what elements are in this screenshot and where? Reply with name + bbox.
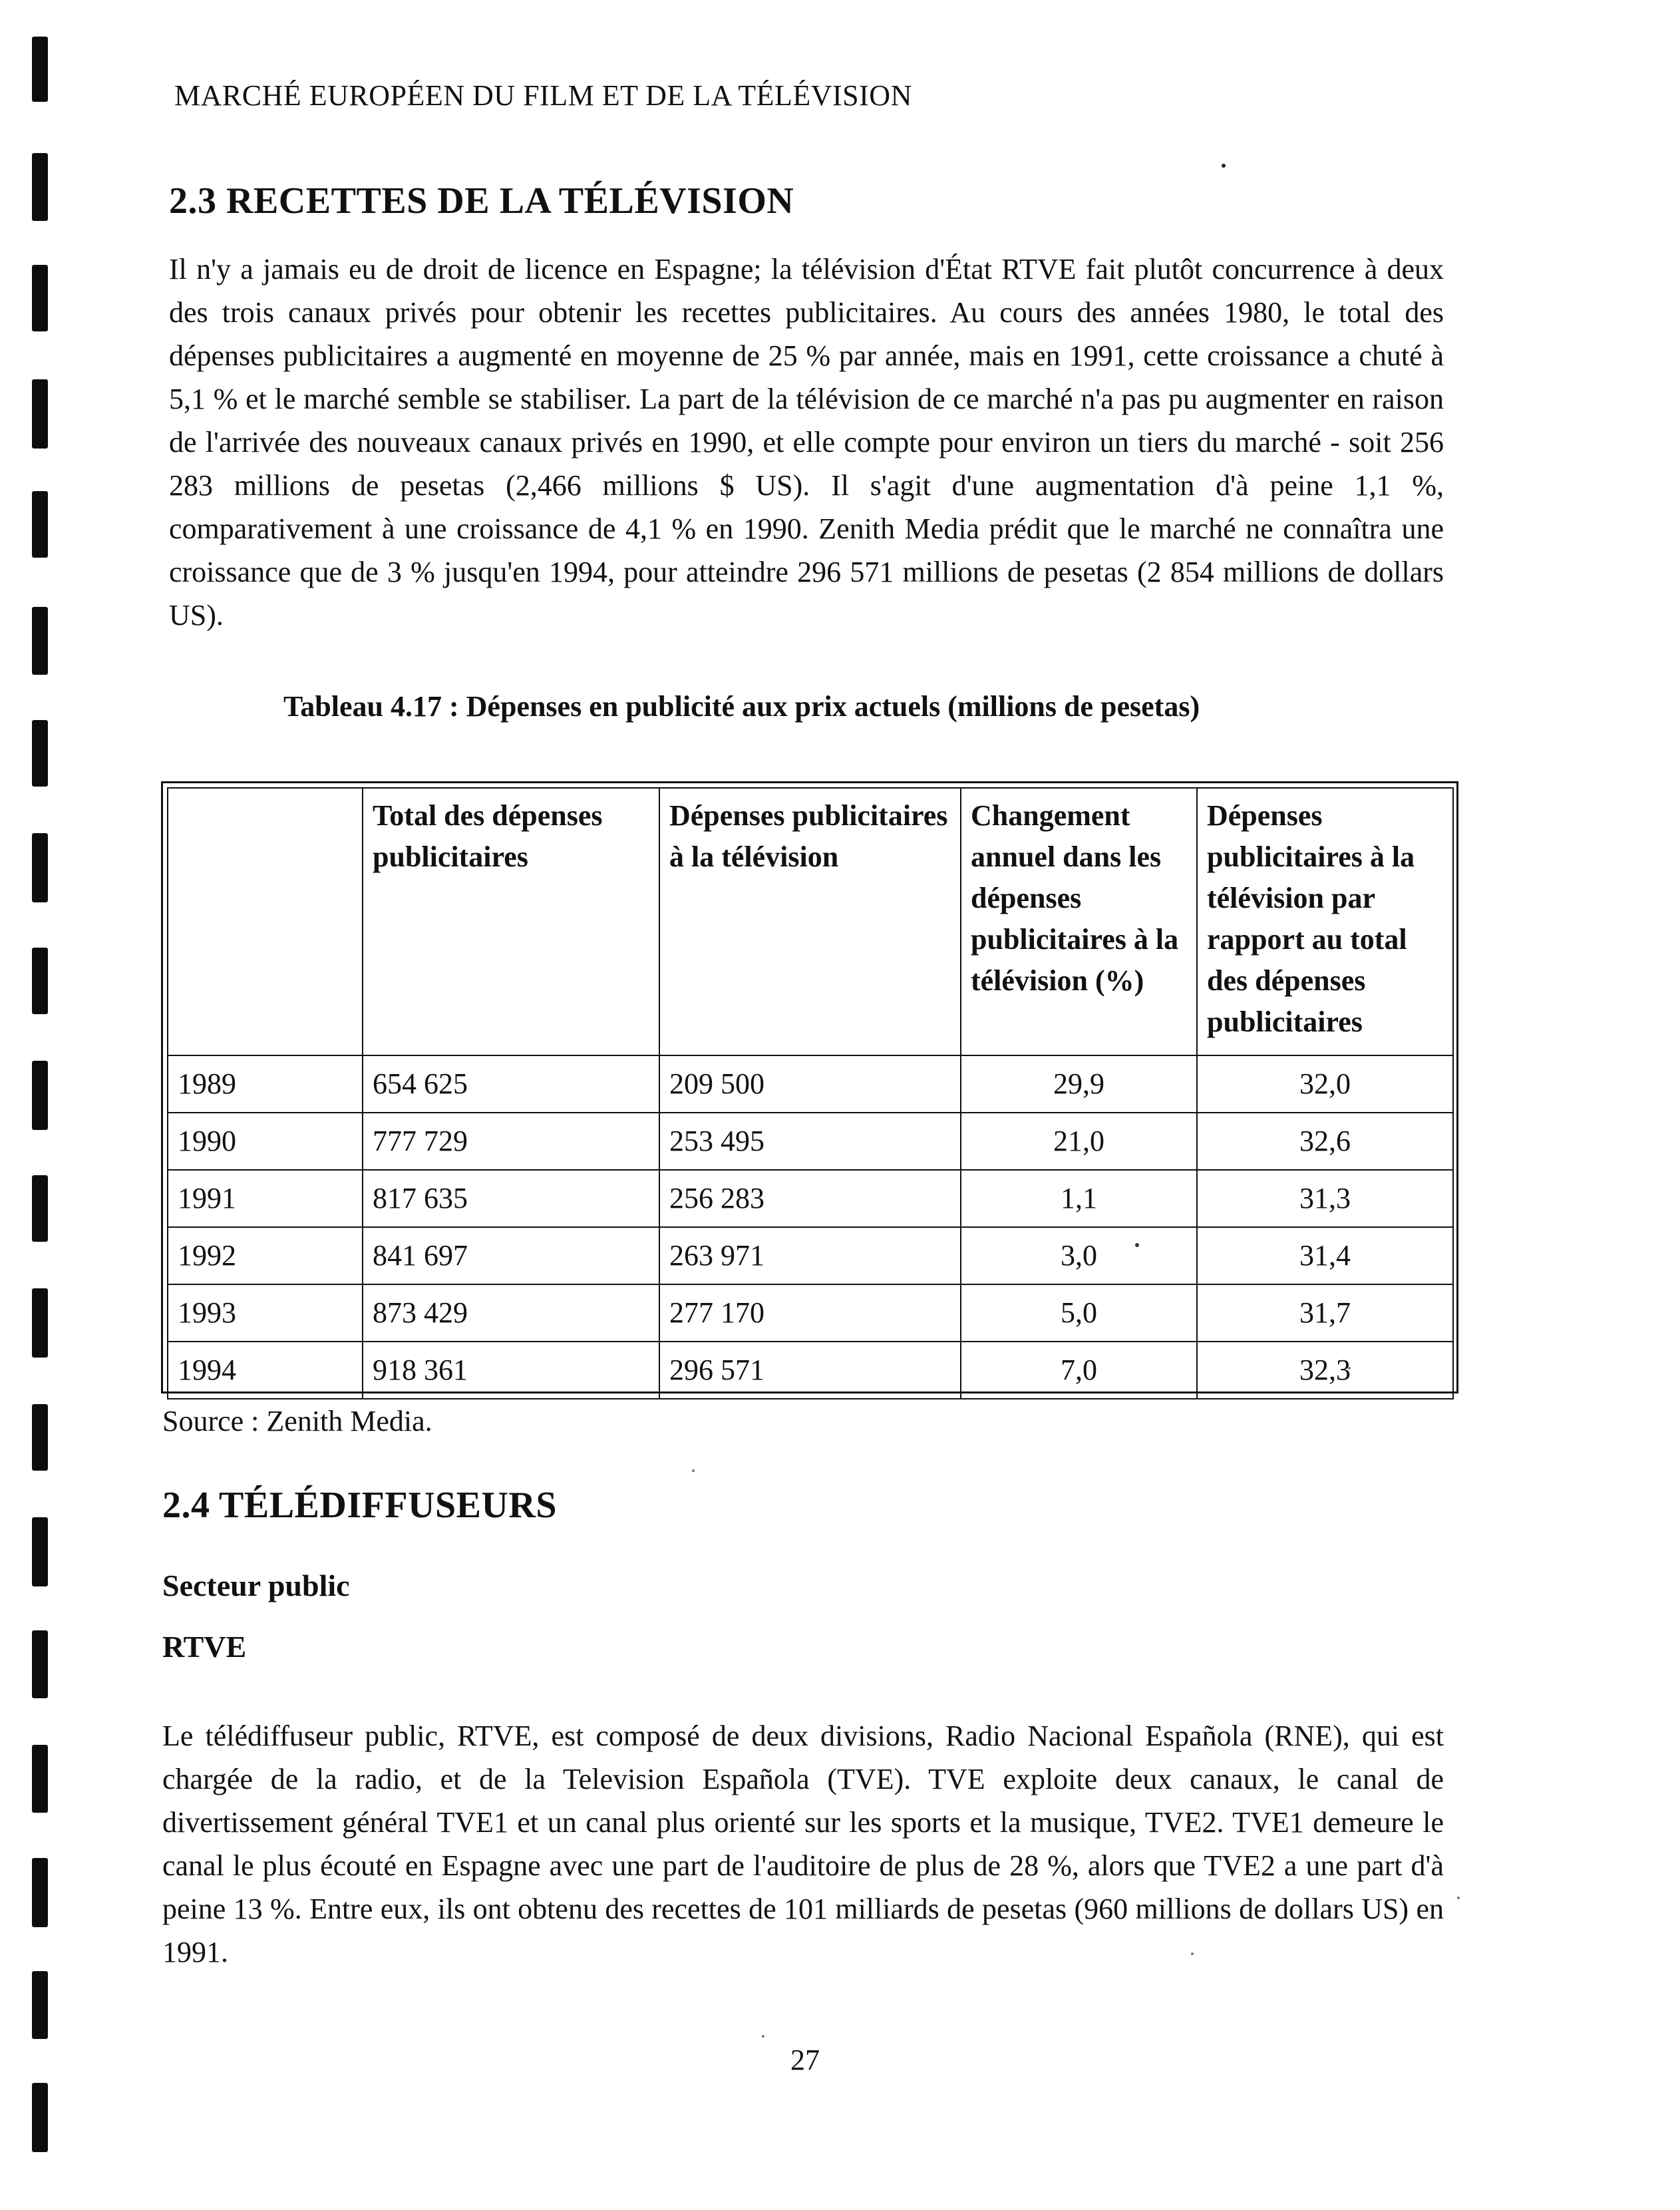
table-row [168, 1113, 1453, 1170]
subheading-secteur-public: Secteur public [162, 1568, 350, 1602]
advertising-table [167, 787, 1454, 1399]
cell-share: 31,4 [1197, 1227, 1453, 1284]
table-row [168, 1227, 1453, 1284]
header-tv-share: Dépenses publicitaires à la télévision par rapport au total des dépenses publicitaires [1197, 788, 1453, 1055]
cell-share: 32,0 [1197, 1055, 1453, 1113]
binding-mark [32, 607, 48, 675]
cell-year: 1990 [168, 1113, 363, 1170]
header-total-spend: Total des dépenses publicitaires [363, 788, 659, 1055]
binding-mark [32, 1517, 48, 1586]
binding-mark [32, 2083, 48, 2152]
subheading-rtve: RTVE [162, 1630, 247, 1664]
binding-mark [32, 948, 48, 1014]
recettes-paragraph: Il n'y a jamais eu de droit de licence en Espagne; la télévision d'État RTVE fait plutôt concurrence à deux des trois canaux privés pour obtenir les recettes publicitaires. Au cours des années 1980, le total des dépenses publicitaires a augmenté en moyenne de 25 % par année, mais en 1991, cette croissance a chuté à 5,1 % et le marché semble se stabiliser. La part de la télévision de ce marché n'a pas pu augmenter en raison de l'arrivée des nouveaux canaux privés en 1990, et elle compte pour environ un tiers du marché - soit 256 283 millions de pesetas (2,466 millions $ US). Il s'agit d'une augmentation d'à peine 1,1 %, comparativement à une croissance de 4,1 % en 1990. Zenith Media prédit que le marché ne connaîtra une croissance que de 3 % jusqu'en 1994, pour atteindre 296 571 millions de pesetas (2 854 millions de dollars US). [169, 253, 1444, 632]
table-row [168, 1342, 1453, 1399]
cell-total: 918 361 [363, 1342, 659, 1399]
cell-change: 3,0 [961, 1227, 1197, 1284]
binding-mark [32, 1858, 48, 1927]
cell-change: 21,0 [961, 1113, 1197, 1170]
cell-total: 841 697 [363, 1227, 659, 1284]
cell-share: 31,3 [1197, 1170, 1453, 1227]
cell-total: 873 429 [363, 1284, 659, 1342]
cell-tv: 263 971 [659, 1227, 961, 1284]
cell-tv: 256 283 [659, 1170, 961, 1227]
page-number: 27 [790, 2044, 820, 2076]
scan-speck [762, 2035, 764, 2038]
binding-mark [32, 1288, 48, 1358]
binding-mark [32, 1404, 48, 1471]
cell-total: 777 729 [363, 1113, 659, 1170]
scan-speck [1222, 164, 1226, 168]
binding-mark [32, 491, 48, 558]
cell-tv: 209 500 [659, 1055, 961, 1113]
advertising-table-frame [161, 781, 1458, 1393]
table-caption: Tableau 4.17 : Dépenses en publicité aux prix actuels (millions de pesetas) [283, 690, 1200, 723]
header-annual-change: Changement annuel dans les dépenses publicitaires à la télévision (%) [961, 788, 1197, 1055]
cell-year: 1992 [168, 1227, 363, 1284]
cell-change: 1,1 [961, 1170, 1197, 1227]
running-header: MARCHÉ EUROPÉEN DU FILM ET DE LA TÉLÉVISION [174, 79, 912, 112]
table-row [168, 1284, 1453, 1342]
binding-mark [32, 379, 48, 449]
binding-mark [32, 153, 48, 221]
cell-total: 654 625 [363, 1055, 659, 1113]
table-row [168, 1055, 1453, 1113]
rtve-paragraph: Le télédiffuseur public, RTVE, est composé de deux divisions, Radio Nacional Española (RNE), qui est chargée de la radio, et de la Television Española (TVE). TVE exploite deux canaux, le canal de divertissement général TVE1 et un canal plus orienté sur les sports et la musique, TVE2. TVE1 demeure le canal le plus écouté en Espagne avec une part de l'auditoire de plus de 28 %, alors que TVE2 a une part d'à peine 13 %. Entre eux, ils ont obtenu des recettes de 101 milliards de pesetas (960 millions de dollars US) en 1991. [162, 1720, 1444, 1968]
cell-change: 5,0 [961, 1284, 1197, 1342]
binding-mark [32, 1061, 48, 1130]
header-year [168, 788, 363, 1055]
binding-mark [32, 833, 48, 902]
binding-mark [32, 37, 48, 102]
cell-total: 817 635 [363, 1170, 659, 1227]
binding-mark [32, 1630, 48, 1698]
binding-mark [32, 1971, 48, 2039]
table-row [168, 1170, 1453, 1227]
binding-mark [32, 720, 48, 787]
cell-year: 1994 [168, 1342, 363, 1399]
binding-mark [32, 1175, 48, 1242]
binding-mark [32, 1745, 48, 1813]
section-title-recettes: 2.3 RECETTES DE LA TÉLÉVISION [169, 180, 794, 222]
scan-speck [1457, 1897, 1460, 1899]
cell-change: 29,9 [961, 1055, 1197, 1113]
table-header-row [168, 788, 1453, 1055]
cell-tv: 277 170 [659, 1284, 961, 1342]
binding-mark [32, 265, 48, 331]
cell-year: 1989 [168, 1055, 363, 1113]
cell-tv: 296 571 [659, 1342, 961, 1399]
cell-share: 31,7 [1197, 1284, 1453, 1342]
scan-speck [692, 1469, 695, 1472]
cell-share: 32,6 [1197, 1113, 1453, 1170]
cell-change: 7,0 [961, 1342, 1197, 1399]
cell-year: 1991 [168, 1170, 363, 1227]
section-title-telediffuseurs: 2.4 TÉLÉDIFFUSEURS [162, 1485, 558, 1526]
cell-year: 1993 [168, 1284, 363, 1342]
table-source-note: Source : Zenith Media. [162, 1405, 432, 1437]
header-tv-spend: Dépenses publicitaires à la télévision [659, 788, 961, 1055]
cell-share: 32,3 [1197, 1342, 1453, 1399]
cell-tv: 253 495 [659, 1113, 961, 1170]
